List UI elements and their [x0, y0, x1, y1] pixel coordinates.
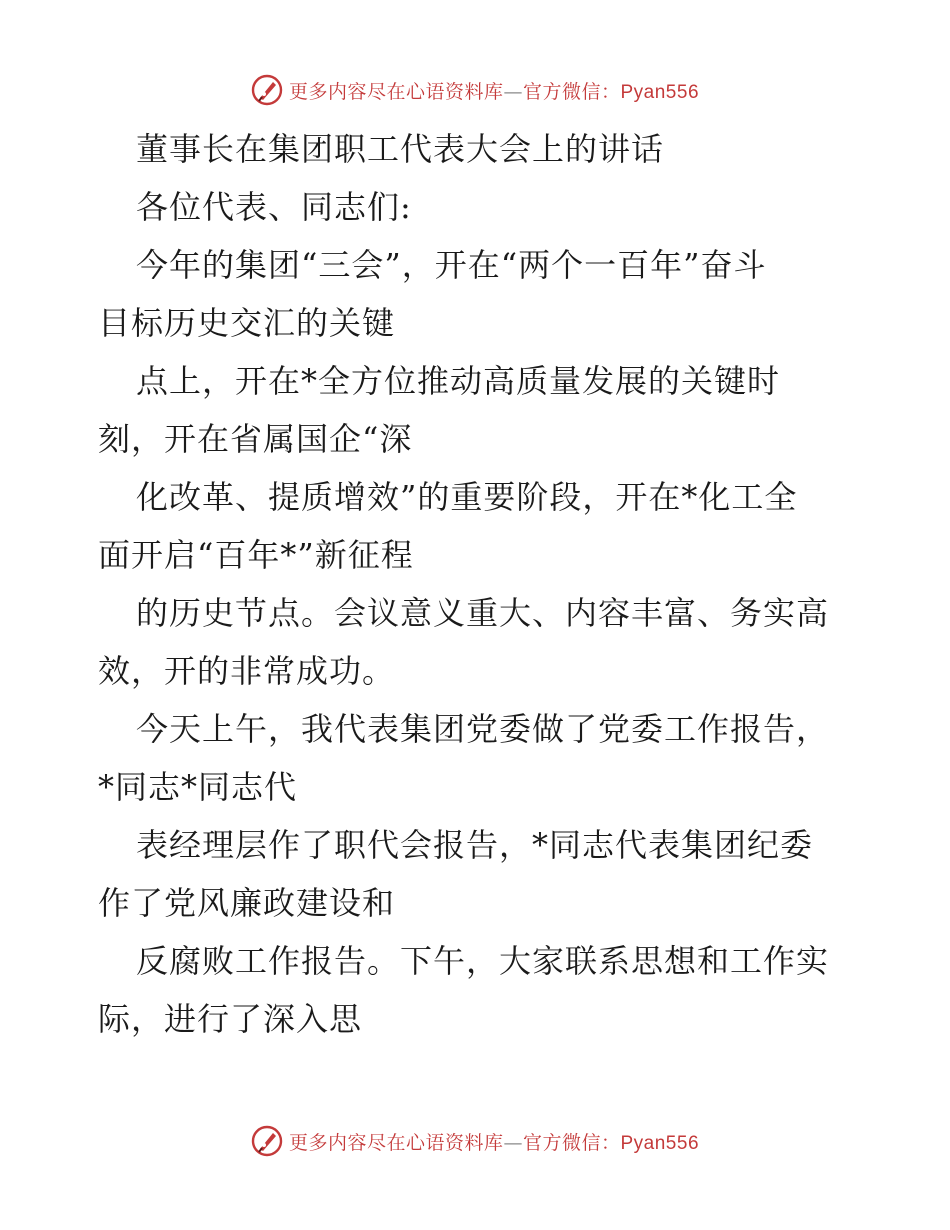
header-banner [0, 70, 950, 110]
banner-text [289, 1128, 699, 1155]
body-line: 化改革、提质增效”的重要阶段，开在*化工全 [136, 478, 798, 516]
body-line: 际，进行了深入思 [98, 1000, 363, 1038]
body-line: 目标历史交汇的关键 [98, 304, 396, 342]
banner-title: 更多内容尽在心语资料库 [288, 80, 504, 103]
banner-wechat-label: 官方微信： [522, 80, 621, 103]
quill-pen-logo-icon [251, 1125, 283, 1157]
banner-wechat-id: Pyan556 [620, 81, 700, 103]
salutation: 各位代表、同志们: [136, 188, 412, 226]
banner-separator: — [503, 80, 523, 103]
document-title: 董事长在集团职工代表大会上的讲话 [136, 130, 665, 168]
body-line: 点上，开在*全方位推动高质量发展的关键时 [136, 362, 781, 400]
body-line: *同志*同志代 [98, 768, 298, 806]
banner-wechat-id: Pyan556 [620, 1132, 700, 1154]
quill-pen-logo-icon [251, 74, 283, 106]
body-line: 今天上午，我代表集团党委做了党委工作报告， [136, 710, 830, 748]
body-line: 今年的集团“三会”，开在“两个一百年”奋斗 [136, 246, 767, 284]
body-line: 面开启“百年*”新征程 [98, 536, 414, 574]
banner-wechat-label: 官方微信： [522, 1131, 621, 1154]
body-line: 表经理层作了职代会报告，*同志代表集团纪委 [136, 826, 814, 864]
body-line: 作了党风廉政建设和 [98, 884, 396, 922]
body-line: 的历史节点。会议意义重大、内容丰富、务实高 [136, 594, 830, 632]
banner-title: 更多内容尽在心语资料库 [288, 1131, 504, 1154]
body-line: 反腐败工作报告。下午，大家联系思想和工作实 [136, 942, 830, 980]
body-line: 刻，开在省属国企“深 [98, 420, 413, 458]
banner-separator: — [503, 1131, 523, 1154]
footer-banner [0, 1121, 950, 1161]
banner-text [289, 77, 699, 104]
body-line: 效，开的非常成功。 [98, 652, 396, 690]
document-body [98, 120, 858, 1048]
